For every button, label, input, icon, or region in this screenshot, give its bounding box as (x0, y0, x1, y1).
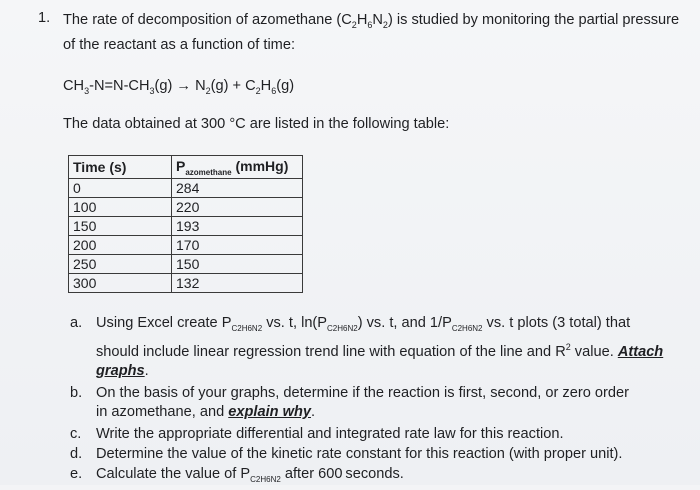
part-d: d. Determine the value of the kinetic rate constant for this reaction (with proper unit). (70, 445, 623, 462)
table-row (69, 179, 303, 198)
part-letter: a. (70, 315, 83, 331)
data-table (68, 155, 303, 293)
pressure-cell: 170 (172, 236, 303, 255)
table-row (69, 274, 303, 293)
question-parts (70, 314, 670, 490)
part-letter: d. (70, 445, 83, 462)
table-header-row (69, 156, 303, 179)
explain-emphasis: explain why (228, 403, 311, 420)
pressure-cell: 220 (172, 198, 303, 217)
pressure-cell: 150 (172, 255, 303, 274)
question-text (63, 10, 683, 55)
question-number: 1. (38, 10, 51, 26)
time-cell: 100 (69, 198, 172, 217)
part-b: b. On the basis of your graphs, determine if the reaction is first, second, or zero order in azomethane, and explain why. (70, 384, 629, 420)
time-cell: 150 (69, 217, 172, 236)
part-e: e. Calculate the value of $P_{C2H6N2}$ after 600 seconds. (70, 465, 404, 484)
attach-emphasis: Attach (617, 343, 664, 360)
pressure-cell: 132 (172, 274, 303, 293)
table-row (69, 255, 303, 274)
time-cell: 200 (69, 236, 172, 255)
pressure-cell: 193 (172, 217, 303, 236)
time-cell: 250 (69, 255, 172, 274)
part-letter: e. (70, 465, 83, 482)
table-row (69, 236, 303, 255)
table-intro: The data obtained at 300 °C are listed in the following table: (63, 116, 450, 132)
time-cell: 0 (69, 179, 172, 198)
question-line-2: of the reactant as a function of time: (63, 36, 296, 53)
question-line-1: The rate of decomposition of azomethane $(C_2H_6N_2)$ is studied by monitoring the partial pressure (63, 12, 680, 30)
part-c: c. Write the appropriate differential and integrated rate law for this reaction. (70, 425, 564, 442)
time-cell: 300 (69, 274, 172, 293)
graphs-emphasis: graphs (96, 362, 145, 379)
part-letter: c. (70, 425, 82, 442)
part-letter: b. (70, 384, 83, 401)
table-row (69, 198, 303, 217)
reaction-equation: $CH_3-N=N-CH_3(g) \to N_2(g) + C_2H_6(g)$ (63, 78, 295, 96)
table-row (69, 217, 303, 236)
part-a: a. Using Excel create $P_{C2H6N2}$ vs. t, $\ln(P_{C2H6N2})$ vs. t, and $1/P_{C2H6N2}$ vs. t plots (3 total) that should include linear regression trend line with equation of the line and $R^2$ value. Attach graphs. (70, 315, 664, 379)
header-time: Time (s) (69, 156, 172, 179)
pressure-cell: 284 (172, 179, 303, 198)
header-pressure: $P_{azomethane}$ (mmHg) (172, 156, 303, 179)
